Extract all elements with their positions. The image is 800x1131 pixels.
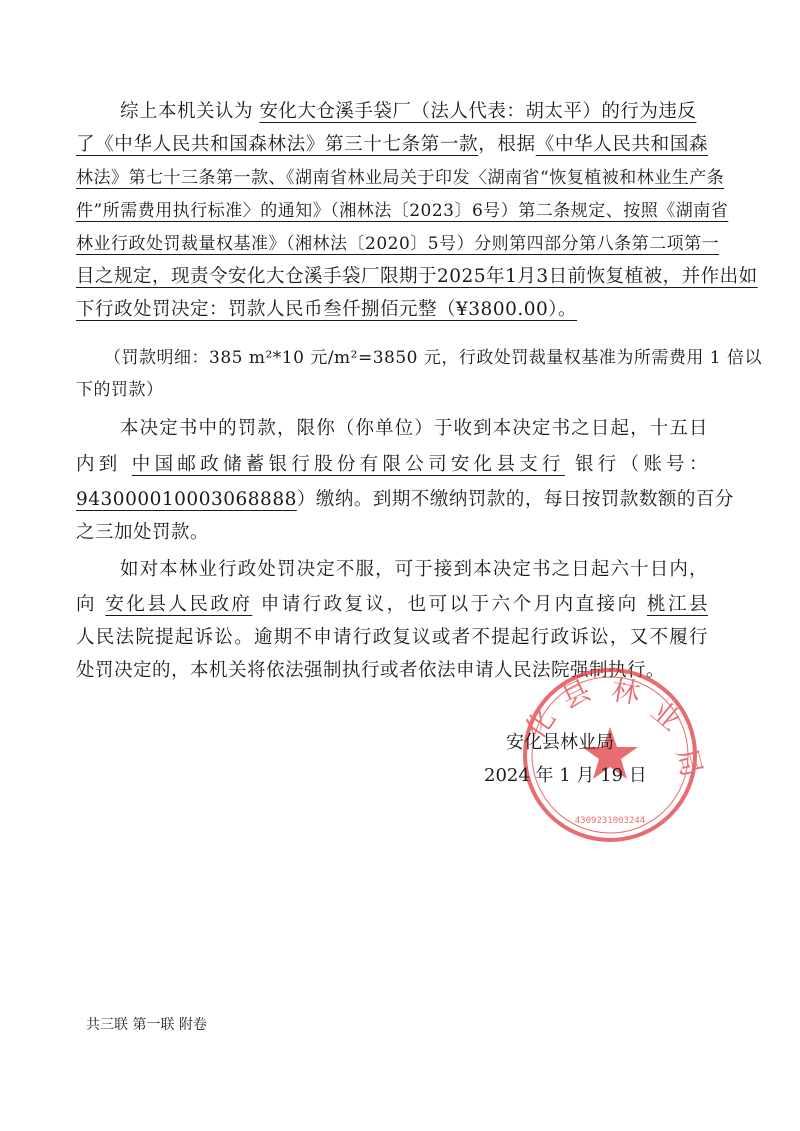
para2-line1: （罚款明细：385 m²*10 元/m²=3850 元，行政处罚裁量权基准为所需费用 1 倍以 [104, 348, 763, 368]
court-name: 桃江县 [646, 594, 708, 615]
signature-org: 安化县林业局 [506, 732, 614, 753]
seal-char-right: 业 [644, 694, 688, 738]
para1-line4: 件”所需费用执行标准〉的通知》（湘林法〔2023〕6号）第二条规定、按照《湖南省 [76, 201, 729, 221]
forest-law-ref: 了《中华人民共和国森林法》第三十七条第一款 [76, 134, 479, 155]
para3-line3 [76, 485, 734, 515]
review-authority: 安化县人民政府 [105, 594, 253, 615]
para1-line2-mid: ，根据 [478, 134, 536, 155]
seal-char-left: 县 [556, 673, 596, 716]
para1-line5: 林业行政处罚裁量权基准》（湘林法〔2020〕5号）分则第四部分第八条第二项第一 [76, 234, 720, 254]
para4-mid: 申请行政复议，也可以于六个月内直接向 [260, 594, 639, 615]
para1-line3: 林法》第七十三条第一款、《湖南省林业局关于印发〈湖南省“恢复植被和林业生产条 [76, 168, 725, 188]
bank-name: 中国邮政储蓄银行股份有限公司安化县支行 [131, 454, 565, 475]
para3-line4: 之三加处罚款。 [76, 522, 210, 543]
para1-line1 [120, 97, 708, 127]
account-number: 943000010003068888 [76, 489, 297, 510]
signature-date: 2024 年 1 月 19 日 [484, 765, 647, 786]
forest-law-ref-2: 《中华人民共和国森 [535, 134, 708, 155]
para3-line2 [76, 450, 708, 480]
para3-prefix: 内到 [76, 454, 122, 475]
seal-char-far-left: 化 [518, 702, 562, 745]
para1-line2 [76, 130, 708, 160]
para4-prefix: 向 [76, 594, 97, 615]
para2-line2: 下的罚款） [76, 380, 164, 400]
seal-char-mid: 林 [608, 672, 643, 711]
para4-line2 [76, 590, 708, 620]
party-name: 安化大仓溪手袋厂（法人代表：胡太平）的行为违反 [259, 101, 697, 122]
para4-line4: 处罚决定的，本机关将依法强制执行或者依法申请人民法院强制执行。 [76, 660, 666, 681]
account-suffix: ）缴纳。到期不缴纳罚款的，每日按罚款数额的百分 [296, 489, 734, 510]
para3-line1: 本决定书中的罚款，限你（你单位）于收到本决定书之日起，十五日 [120, 418, 708, 439]
para4-line3: 人民法院提起诉讼。逾期不申请行政复议或者不提起行政诉讼，又不履行 [76, 627, 708, 648]
para1-line7: 下行政处罚决定：罚款人民币叁仟捌佰元整（¥3800.00）。 [76, 299, 578, 320]
bank-suffix: 银行（账号： [575, 454, 708, 475]
para1-line6: 目之规定，现责令安化大仓溪手袋厂限期于2025年1月3日前恢复植被，并作出如 [76, 266, 758, 287]
para4-line1: 如对本林业行政处罚决定不服，可于接到本决定书之日起六十日内， [120, 559, 708, 580]
para1-prefix: 综上本机关认为 [120, 101, 254, 122]
official-seal [518, 665, 709, 845]
seal-number: 4309231003244 [574, 816, 646, 826]
seal-char-far-right: 局 [669, 744, 709, 781]
footer-copy-info: 共三联 第一联 附卷 [86, 1017, 207, 1033]
